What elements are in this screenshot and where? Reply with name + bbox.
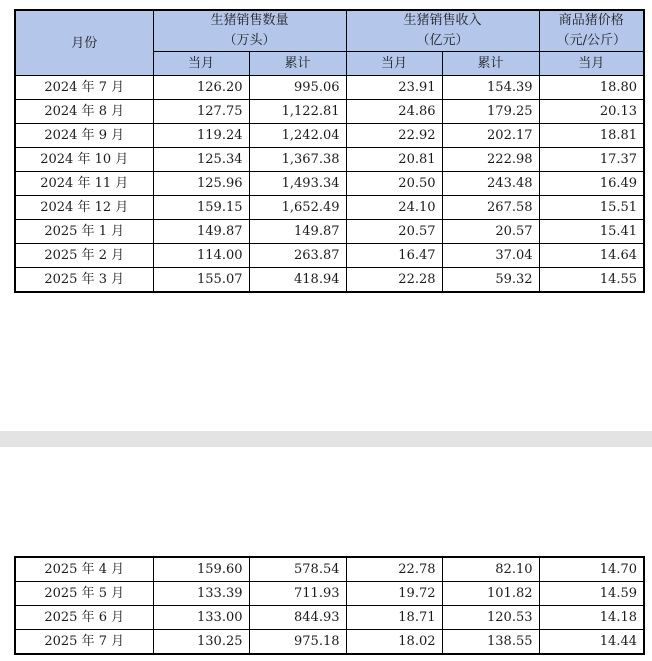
- price-current-cell: 14.55: [539, 268, 644, 293]
- qty-current-cell: 159.15: [153, 196, 249, 220]
- table-row: [15, 557, 644, 582]
- qty-cumulative-cell: 844.93: [249, 606, 346, 630]
- month-cell: 2025 年 7 月: [15, 630, 153, 655]
- header-price-current: 当月: [539, 52, 644, 76]
- rev-current-cell: 18.71: [346, 606, 442, 630]
- rev-current-cell: 24.10: [346, 196, 442, 220]
- month-cell: 2024 年 10 月: [15, 148, 153, 172]
- header-rev-current: 当月: [346, 52, 442, 76]
- rev-current-cell: 22.28: [346, 268, 442, 293]
- rev-cumulative-cell: 138.55: [442, 630, 539, 655]
- table-row: [15, 244, 644, 268]
- table-row: [15, 268, 644, 293]
- table-body-top: [15, 76, 644, 293]
- qty-cumulative-cell: 1,652.49: [249, 196, 346, 220]
- table-row: [15, 582, 644, 606]
- qty-cumulative-cell: 711.93: [249, 582, 346, 606]
- rev-current-cell: 22.92: [346, 124, 442, 148]
- qty-current-cell: 127.75: [153, 100, 249, 124]
- month-cell: 2024 年 7 月: [15, 76, 153, 100]
- qty-current-cell: 133.00: [153, 606, 249, 630]
- rev-cumulative-cell: 20.57: [442, 220, 539, 244]
- qty-current-cell: 125.34: [153, 148, 249, 172]
- month-cell: 2025 年 6 月: [15, 606, 153, 630]
- header-sales-quantity-title: 生猪销售数量: [210, 13, 289, 28]
- qty-cumulative-cell: 1,242.04: [249, 124, 346, 148]
- rev-current-cell: 19.72: [346, 582, 442, 606]
- header-rev-cumulative: 累计: [442, 52, 539, 76]
- table-row: [15, 220, 644, 244]
- rev-cumulative-cell: 120.53: [442, 606, 539, 630]
- qty-current-cell: 159.60: [153, 557, 249, 582]
- rev-current-cell: 18.02: [346, 630, 442, 655]
- rev-current-cell: 20.50: [346, 172, 442, 196]
- header-month: 月份: [15, 10, 153, 76]
- header-qty-cumulative: 累计: [249, 52, 346, 76]
- rev-cumulative-cell: 101.82: [442, 582, 539, 606]
- price-current-cell: 14.70: [539, 557, 644, 582]
- header-sales-revenue-unit: （亿元）: [416, 33, 469, 48]
- month-cell: 2025 年 3 月: [15, 268, 153, 293]
- rev-current-cell: 22.78: [346, 557, 442, 582]
- qty-current-cell: 155.07: [153, 268, 249, 293]
- header-sales-revenue-title: 生猪销售收入: [403, 13, 482, 28]
- qty-current-cell: 130.25: [153, 630, 249, 655]
- price-current-cell: 20.13: [539, 100, 644, 124]
- rev-current-cell: 16.47: [346, 244, 442, 268]
- rev-current-cell: 20.81: [346, 148, 442, 172]
- price-current-cell: 15.41: [539, 220, 644, 244]
- month-cell: 2025 年 1 月: [15, 220, 153, 244]
- price-current-cell: 14.18: [539, 606, 644, 630]
- qty-current-cell: 126.20: [153, 76, 249, 100]
- rev-cumulative-cell: 59.32: [442, 268, 539, 293]
- qty-cumulative-cell: 995.06: [249, 76, 346, 100]
- rev-cumulative-cell: 154.39: [442, 76, 539, 100]
- rev-cumulative-cell: 37.04: [442, 244, 539, 268]
- sales-table-top: [14, 9, 645, 293]
- rev-current-cell: 23.91: [346, 76, 442, 100]
- price-current-cell: 18.81: [539, 124, 644, 148]
- qty-cumulative-cell: 1,122.81: [249, 100, 346, 124]
- header-sales-quantity-unit: （万头）: [223, 33, 276, 48]
- qty-cumulative-cell: 1,493.34: [249, 172, 346, 196]
- price-current-cell: 15.51: [539, 196, 644, 220]
- qty-current-cell: 119.24: [153, 124, 249, 148]
- month-cell: 2025 年 4 月: [15, 557, 153, 582]
- table-body-bottom: [15, 557, 644, 654]
- sales-table-bottom: [14, 556, 645, 655]
- rev-cumulative-cell: 222.98: [442, 148, 539, 172]
- header-price-unit: （元/公斤）: [556, 33, 626, 48]
- month-cell: 2024 年 9 月: [15, 124, 153, 148]
- qty-cumulative-cell: 1,367.38: [249, 148, 346, 172]
- page-break-divider: [0, 431, 652, 447]
- table-row: [15, 148, 644, 172]
- table-row: [15, 630, 644, 655]
- table-row: [15, 606, 644, 630]
- price-current-cell: 16.49: [539, 172, 644, 196]
- month-cell: 2024 年 8 月: [15, 100, 153, 124]
- header-sales-quantity: [153, 10, 346, 52]
- price-current-cell: 14.64: [539, 244, 644, 268]
- price-current-cell: 14.44: [539, 630, 644, 655]
- table-row: [15, 172, 644, 196]
- header-price: [539, 10, 644, 52]
- qty-current-cell: 125.96: [153, 172, 249, 196]
- month-cell: 2025 年 2 月: [15, 244, 153, 268]
- rev-cumulative-cell: 82.10: [442, 557, 539, 582]
- table-row: [15, 100, 644, 124]
- table-row: [15, 124, 644, 148]
- month-cell: 2024 年 12 月: [15, 196, 153, 220]
- qty-cumulative-cell: 418.94: [249, 268, 346, 293]
- month-cell: 2025 年 5 月: [15, 582, 153, 606]
- header-price-title: 商品猪价格: [558, 13, 624, 28]
- price-current-cell: 14.59: [539, 582, 644, 606]
- table-row: [15, 76, 644, 100]
- rev-cumulative-cell: 267.58: [442, 196, 539, 220]
- qty-cumulative-cell: 263.87: [249, 244, 346, 268]
- rev-cumulative-cell: 202.17: [442, 124, 539, 148]
- qty-current-cell: 114.00: [153, 244, 249, 268]
- rev-cumulative-cell: 179.25: [442, 100, 539, 124]
- qty-cumulative-cell: 975.18: [249, 630, 346, 655]
- price-current-cell: 18.80: [539, 76, 644, 100]
- qty-cumulative-cell: 578.54: [249, 557, 346, 582]
- header-sales-revenue: [346, 10, 539, 52]
- rev-current-cell: 24.86: [346, 100, 442, 124]
- table-header: [15, 10, 644, 76]
- header-qty-current: 当月: [153, 52, 249, 76]
- qty-current-cell: 133.39: [153, 582, 249, 606]
- qty-current-cell: 149.87: [153, 220, 249, 244]
- table-row: [15, 196, 644, 220]
- price-current-cell: 17.37: [539, 148, 644, 172]
- rev-cumulative-cell: 243.48: [442, 172, 539, 196]
- month-cell: 2024 年 11 月: [15, 172, 153, 196]
- qty-cumulative-cell: 149.87: [249, 220, 346, 244]
- rev-current-cell: 20.57: [346, 220, 442, 244]
